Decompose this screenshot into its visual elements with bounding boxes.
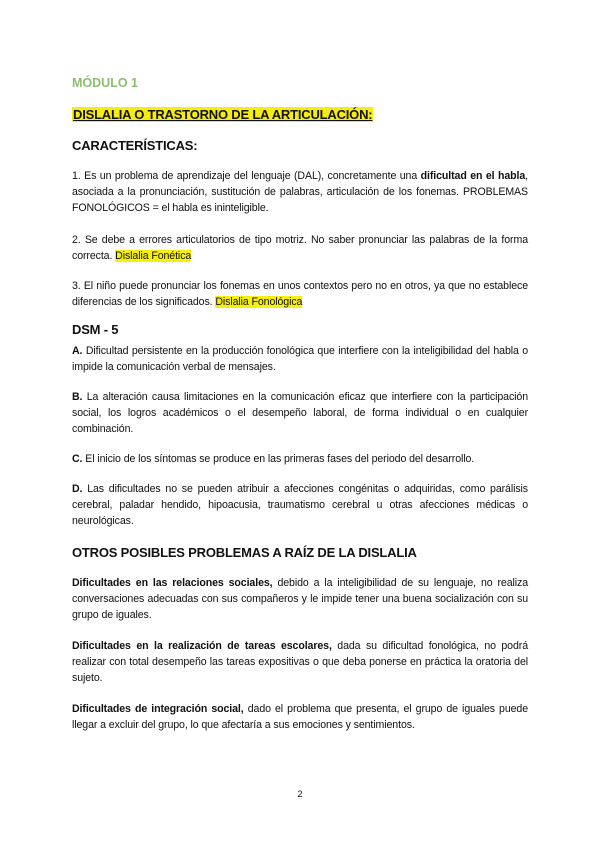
characteristic-1: 1. Es un problema de aprendizaje del lenguaje (DAL), concretamente una dificultad en el habla, asociada a la pronunciación, sustitución de palabras, articulación de los fonemas. PROBLEMAS FONOLÓGICOS = el habla es ininteligible.	[72, 170, 528, 214]
dsm-criterion-d: D. Las dificultades no se pueden atribuir a afecciones congénitas o adquiridas, como parálisis cerebral, paladar hendido, hipoacusia, traumatismo cerebral u otras afecciones médicas o neurológicas.	[72, 483, 528, 527]
other-problem-3: Dificultades de integración social, dado el problema que presenta, el grupo de iguales puede llegar a excluir del grupo, lo que afectaría a sus emociones y sentimientos.	[72, 703, 529, 731]
characteristic-2: 2. Se debe a errores articulatorios de tipo motriz. No saber pronunciar las palabras de la forma correcta. Dislalia Fonética	[72, 234, 528, 262]
characteristics-heading: CARACTERÍSTICAS:	[72, 138, 198, 153]
dsm-heading: DSM - 5	[72, 322, 119, 337]
dsm-criterion-c: C. El inicio de los síntomas se produce en las primeras fases del periodo del desarrollo.	[72, 453, 475, 465]
highlight-dislalia-fonetica: Dislalia Fonética	[115, 250, 192, 262]
dsm-criterion-a: A. Dificultad persistente en la producción fonológica que interfiere con la inteligibilidad del habla o impide la comunicación verbal de mensajes.	[72, 345, 528, 373]
dsm-criterion-b: B. La alteración causa limitaciones en la comunicación eficaz que interfiere con la participación social, los logros académicos o el desempeño laboral, de forma individual o en cualquier combinación.	[72, 391, 528, 435]
other-problem-1: Dificultades en las relaciones sociales, debido a la inteligibilidad de su lenguaje, no realiza conversaciones adecuadas con sus compañeros y le impide tener una buena socialización con su grupo de iguales.	[72, 577, 528, 621]
highlight-dislalia-fonologica: Dislalia Fonológica	[215, 296, 303, 308]
other-problem-2: Dificultades en la realización de tareas escolares, dada su dificultad fonológica, no podrá realizar con total desempeño las tareas expositivas o que deba ponerse en práctica la oratoria del sujeto.	[72, 640, 528, 684]
section-title: DISLALIA O TRASTORNO DE LA ARTICULACIÓN:	[73, 107, 373, 122]
characteristic-3: 3. El niño puede pronunciar los fonemas en unos contextos pero no en otros, ya que no establece diferencias de los significados. Dislalia Fonológica	[72, 280, 528, 308]
module-heading: MÓDULO 1	[72, 76, 138, 90]
others-heading: OTROS POSIBLES PROBLEMAS A RAÍZ DE LA DISLALIA	[72, 545, 417, 560]
page-number: 2	[297, 789, 303, 799]
